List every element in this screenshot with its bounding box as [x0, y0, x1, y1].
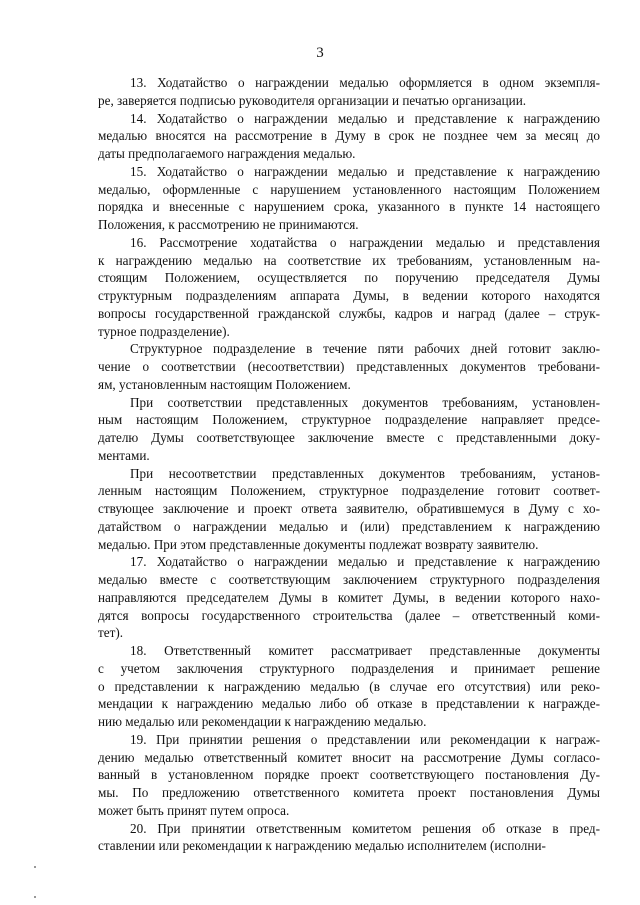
text-line: нию медалью или рекомендации к награждению медалью. — [98, 714, 427, 729]
text-line: порядка и внесенные с нарушением срока, указанного в пункте 14 настоящего — [98, 199, 600, 215]
text-line: о представлении к награждению медалью (в случае его отсутствия) или реко- — [98, 678, 600, 694]
paragraph — [98, 394, 600, 465]
paragraph — [98, 110, 600, 163]
text-line: ре, заверяется подписью руководителя организации и печатью организации. — [98, 92, 527, 108]
scan-speck — [34, 866, 36, 868]
text-line: дению медалью ответственный комитет вносит на рассмотрение Думы согласо- — [98, 749, 600, 765]
text-line: структурным подразделениям аппарата Думы, в ведении которого находятся — [98, 288, 600, 303]
page-number: 3 — [316, 45, 324, 61]
text-line: 17. Ходатайство о награждении медалью и представление к награждению — [130, 554, 600, 570]
text-line: ленным настоящим Положением, структурное подразделение готовит соответ- — [98, 483, 600, 499]
scan-speck — [34, 896, 36, 898]
paragraph — [98, 340, 600, 393]
paragraph — [98, 731, 600, 820]
text-line: дателю Думы соответствующее заключение вместе с представленными доку- — [98, 430, 600, 445]
text-line: мендации к награждению медалью либо об отказе в представлении к награжде- — [98, 696, 600, 712]
text-line: дятся вопросы государственного строительства (далее – ответственный коми- — [98, 607, 600, 623]
text-line: направляются председателем Думы в комитет Думы, в ведении которого нахо- — [98, 589, 600, 605]
text-line: с учетом заключения структурного подразделения и принимает решение — [98, 660, 600, 676]
document-body — [98, 74, 600, 855]
text-line: 19. При принятии решения о представлении или рекомендации к награж- — [130, 731, 600, 747]
text-line: медалью, оформленные с нарушением установленного настоящим Положением — [98, 181, 600, 197]
paragraph — [98, 553, 600, 642]
text-line: ным настоящим Положением, структурное подразделение направляет предсе- — [98, 412, 600, 428]
text-line: ванный в установленном порядке проект соответствующего постановления Ду- — [98, 767, 600, 783]
text-line: 18. Ответственный комитет рассматривает представленные документы — [130, 643, 600, 658]
paragraph — [98, 642, 600, 731]
text-line: 16. Рассмотрение ходатайства о награждении медалью и представления — [130, 234, 600, 250]
paragraph — [98, 74, 600, 110]
text-line: Положения, к рассмотрению не принимаются. — [98, 217, 359, 232]
text-line: 14. Ходатайство о награждении медалью и представление к награждению — [130, 110, 600, 126]
text-line: к награждению медалью на соответствие их требованиям, установленным на- — [98, 252, 600, 268]
text-line: вопросы государственной гражданской службы, кадров и наград (далее – струк- — [98, 305, 600, 321]
text-line: 13. Ходатайство о награждении медалью оформляется в одном экземпля- — [130, 75, 600, 90]
text-line: При несоответствии представленных документов требованиям, установ- — [130, 465, 600, 481]
text-line: медалью вместе с соответствующим заключением структурного подразделения — [98, 572, 600, 587]
text-line: ям, установленным настоящим Положением. — [98, 376, 351, 392]
text-line: мы. По предложению ответственного комитета проект постановления Думы — [98, 785, 600, 800]
text-line: 20. При принятии ответственным комитетом решения об отказе в пред- — [130, 820, 600, 836]
text-line: датайством о награждении медалью и (или) представлением к награждению — [98, 518, 600, 534]
text-line: даты предполагаемого награждения медалью. — [98, 146, 356, 161]
text-line: турное подразделение). — [98, 323, 230, 339]
text-line: может быть принят путем опроса. — [98, 802, 290, 818]
paragraph — [98, 163, 600, 234]
text-line: стоящим Положением, осуществляется по поручению председателя Думы — [98, 270, 600, 286]
text-line: медалью вносятся на рассмотрение в Думу в срок не позднее чем за месяц до — [98, 128, 600, 144]
text-line: тет). — [98, 625, 124, 641]
text-line: Структурное подразделение в течение пяти рабочих дней готовит заклю- — [130, 341, 600, 357]
text-line: 15. Ходатайство о награждении медалью и представление к награждению — [130, 163, 600, 179]
text-line: ствующее заключение и проект ответа заявителю, обратившемуся в Думу с хо- — [98, 501, 600, 516]
text-line: чение о соответствии (несоответствии) представленных документов требовани- — [98, 359, 600, 374]
text-line: При соответствии представленных документов требованиям, установлен- — [130, 394, 600, 410]
text-line: ментами. — [98, 447, 150, 463]
text-line: ставлении или рекомендации к награждению медалью исполнителем (исполни- — [98, 838, 546, 854]
paragraph — [98, 820, 600, 856]
text-line: медалью. При этом представленные документы подлежат возврату заявителю. — [98, 536, 539, 552]
paragraph — [98, 234, 600, 341]
paragraph — [98, 465, 600, 554]
